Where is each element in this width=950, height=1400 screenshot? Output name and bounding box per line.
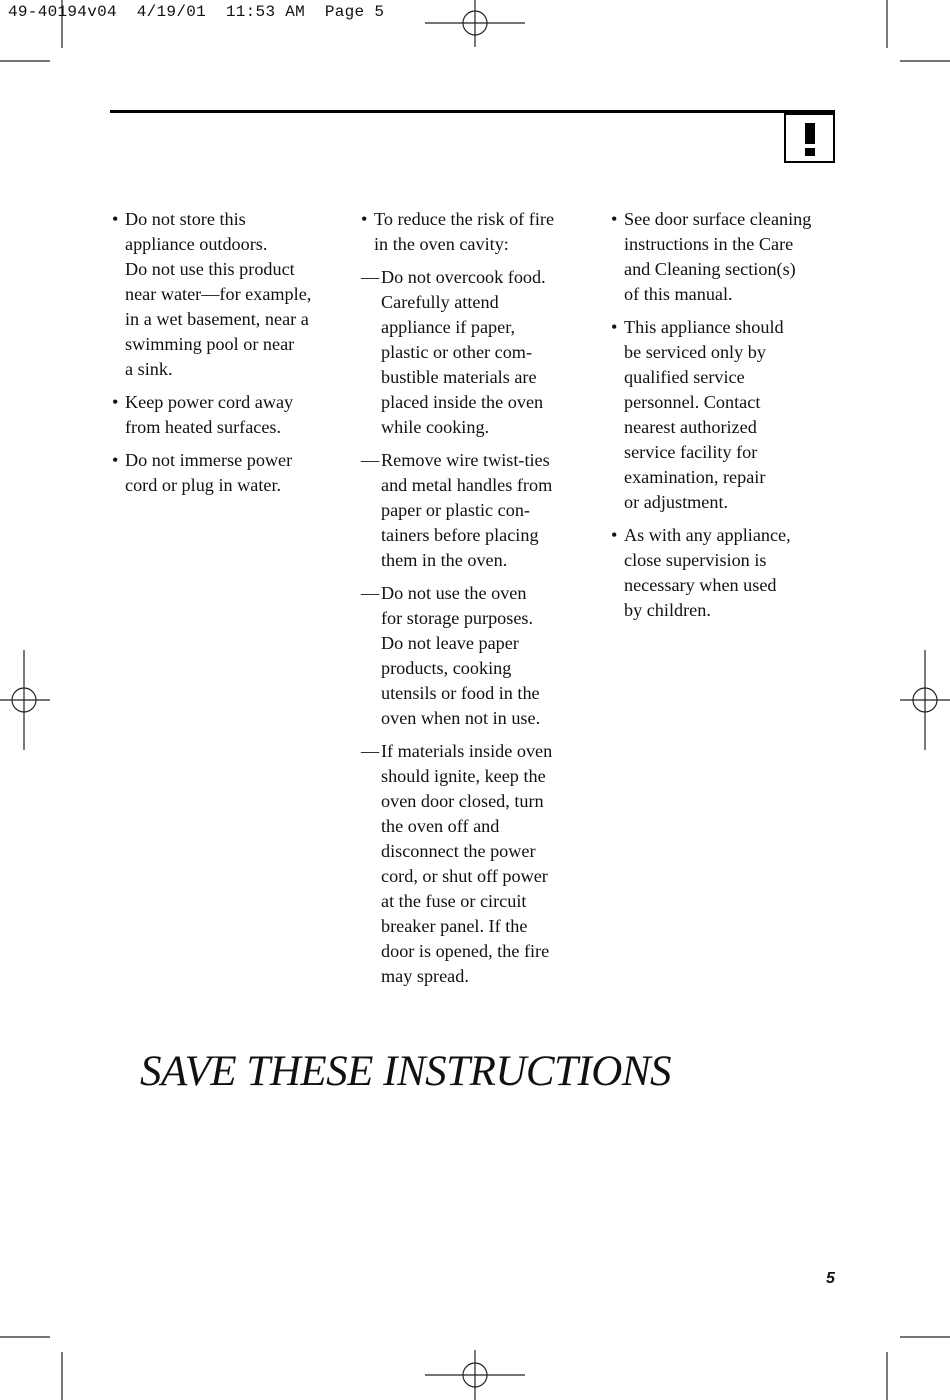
bullet-marker: •: [611, 209, 618, 229]
header-rule: [110, 110, 835, 113]
text-line: This appliance should: [624, 317, 784, 337]
print-slug: 49-40194v04 4/19/01 11:53 AM Page 5: [8, 3, 385, 21]
text-line: Do not immerse power: [125, 450, 293, 470]
text-line: examination, repair: [624, 467, 766, 487]
text-line: for storage purposes.: [381, 608, 534, 628]
text-line: at the fuse or circuit: [381, 891, 527, 911]
text-line: or adjustment.: [624, 492, 729, 512]
bullet-item: [611, 315, 846, 515]
text-line: products, cooking: [381, 658, 512, 678]
text-line: the oven off and: [381, 816, 500, 836]
dash-item: [361, 739, 586, 989]
text-line: qualified service: [624, 367, 745, 387]
text-line: Do not leave paper: [381, 633, 519, 653]
text-line: in a wet basement, near a: [125, 309, 309, 329]
text-line: a sink.: [125, 359, 173, 379]
text-line: tainers before placing: [381, 525, 539, 545]
text-line: near water—for example,: [125, 284, 312, 304]
text-line: close supervision is: [624, 550, 767, 570]
text-line: To reduce the risk of fire: [374, 209, 555, 229]
bullet-marker: •: [611, 317, 618, 337]
bullet-marker: •: [112, 209, 119, 229]
text-line: should ignite, keep the: [381, 766, 546, 786]
text-line: Do not overcook food.: [381, 267, 546, 287]
text-line: cord or plug in water.: [125, 475, 282, 495]
text-line: As with any appliance,: [624, 525, 791, 545]
column-1: [112, 207, 337, 506]
text-line: Remove wire twist-ties: [381, 450, 550, 470]
exclamation-icon: [784, 113, 835, 163]
dash-marker: —: [361, 267, 380, 287]
bullet-item: [112, 448, 337, 498]
text-line: from heated surfaces.: [125, 417, 282, 437]
dash-item: [361, 265, 586, 440]
text-line: personnel. Contact: [624, 392, 761, 412]
text-line: Keep power cord away: [125, 392, 294, 412]
column-3: [611, 207, 846, 631]
text-line: See door surface cleaning: [624, 209, 812, 229]
text-line: necessary when used: [624, 575, 777, 595]
page-number: 5: [826, 1270, 835, 1287]
text-line: service facility for: [624, 442, 758, 462]
text-line: door is opened, the fire: [381, 941, 550, 961]
text-line: placed inside the oven: [381, 392, 544, 412]
column-2: [361, 207, 586, 997]
dash-marker: —: [361, 583, 380, 603]
bullet-marker: •: [112, 392, 119, 412]
text-line: nearest authorized: [624, 417, 757, 437]
text-line: oven door closed, turn: [381, 791, 544, 811]
bullet-item: [361, 207, 586, 257]
bullet-item: [112, 207, 337, 382]
text-line: paper or plastic con-: [381, 500, 530, 520]
bullet-marker: •: [112, 450, 119, 470]
text-line: bustible materials are: [381, 367, 537, 387]
text-line: Do not use this product: [125, 259, 295, 279]
bullet-item: [611, 207, 846, 307]
dash-marker: —: [361, 741, 380, 761]
text-line: cord, or shut off power: [381, 866, 548, 886]
dash-marker: —: [361, 450, 380, 470]
text-line: instructions in the Care: [624, 234, 794, 254]
text-line: appliance if paper,: [381, 317, 516, 337]
dash-item: [361, 448, 586, 573]
text-line: by children.: [624, 600, 711, 620]
save-these-instructions-heading: SAVE THESE INSTRUCTIONS: [140, 1048, 672, 1095]
text-line: Do not use the oven: [381, 583, 527, 603]
text-line: oven when not in use.: [381, 708, 541, 728]
text-line: while cooking.: [381, 417, 490, 437]
text-line: be serviced only by: [624, 342, 766, 362]
text-line: in the oven cavity:: [374, 234, 509, 254]
bullet-item: [112, 390, 337, 440]
bullet-marker: •: [611, 525, 618, 545]
text-line: and Cleaning section(s): [624, 259, 796, 279]
text-line: swimming pool or near: [125, 334, 295, 354]
text-line: and metal handles from: [381, 475, 553, 495]
text-line: Do not store this: [125, 209, 246, 229]
text-line: appliance outdoors.: [125, 234, 268, 254]
bullet-marker: •: [361, 209, 368, 229]
text-line: disconnect the power: [381, 841, 536, 861]
text-line: of this manual.: [624, 284, 733, 304]
text-line: Carefully attend: [381, 292, 499, 312]
text-line: If materials inside oven: [381, 741, 553, 761]
dash-item: [361, 581, 586, 731]
text-line: plastic or other com-: [381, 342, 533, 362]
text-line: utensils or food in the: [381, 683, 540, 703]
text-line: them in the oven.: [381, 550, 508, 570]
text-line: may spread.: [381, 966, 469, 986]
bullet-item: [611, 523, 846, 623]
text-line: breaker panel. If the: [381, 916, 528, 936]
